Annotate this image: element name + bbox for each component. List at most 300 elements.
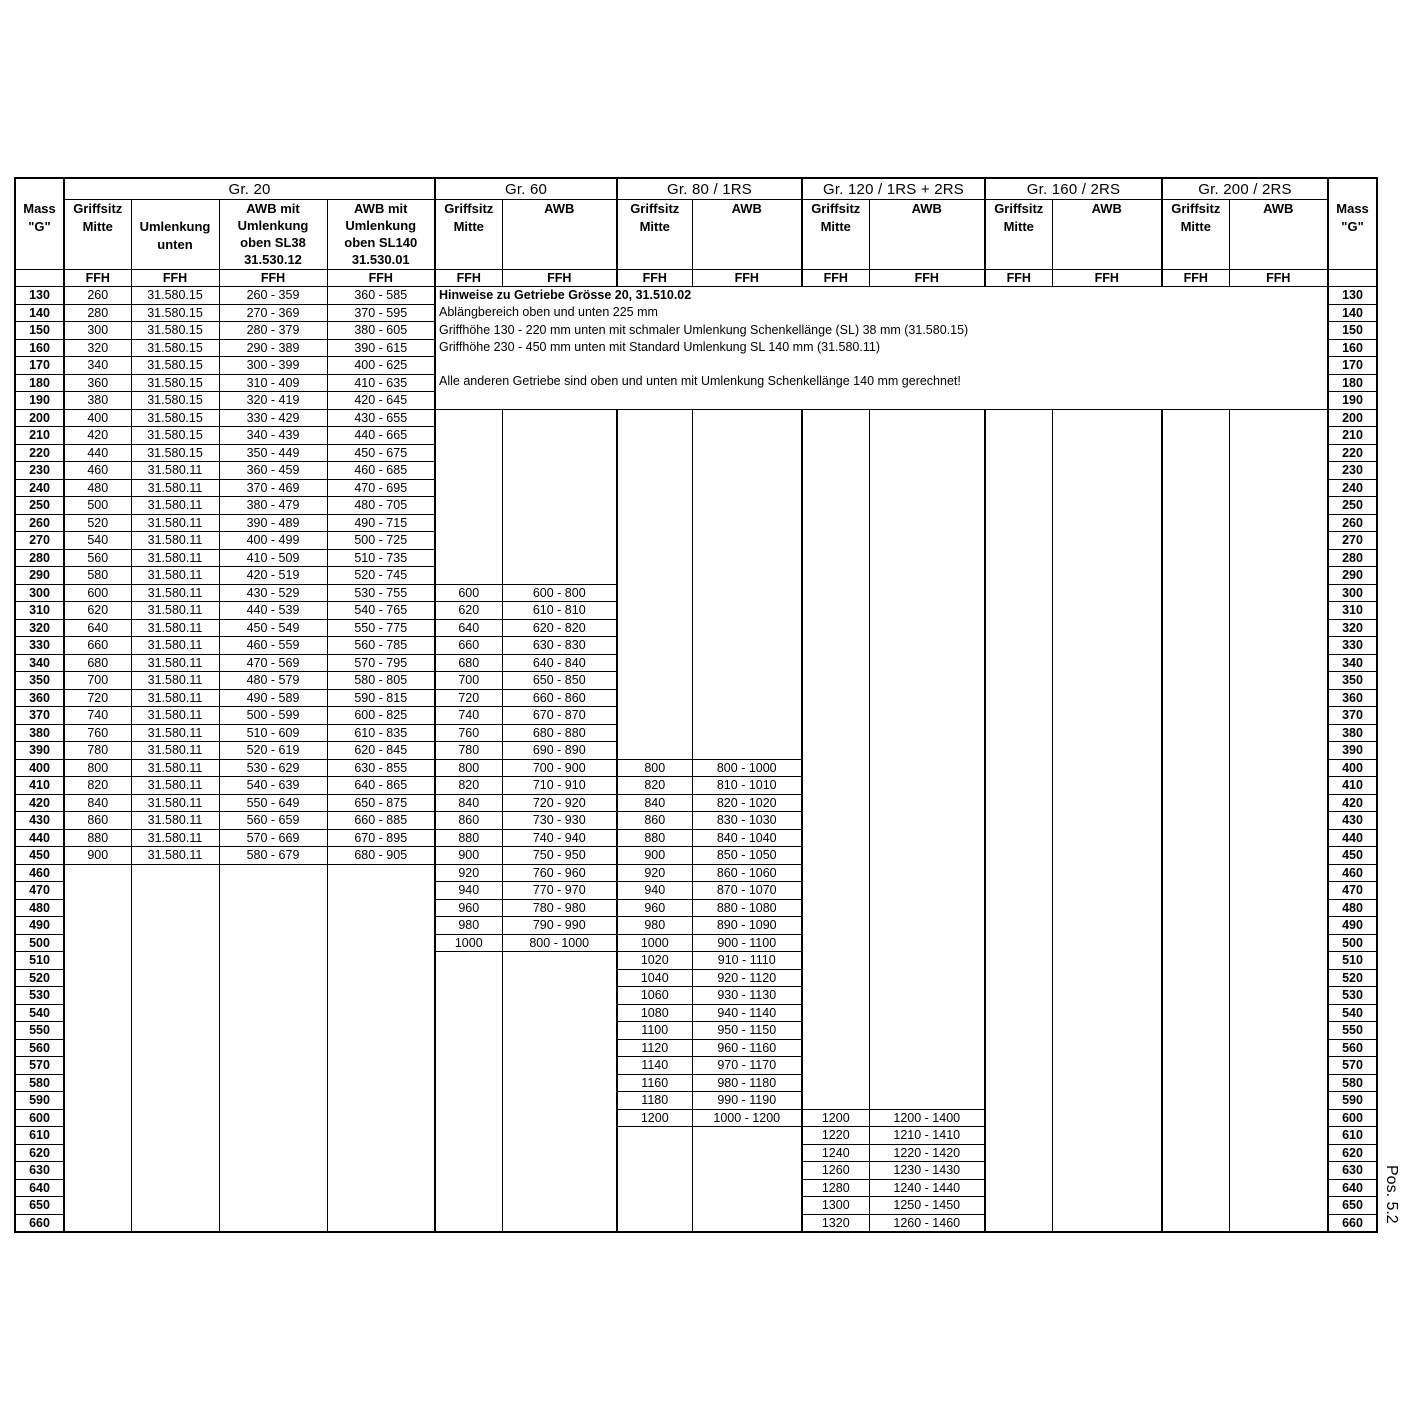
g160-cell	[1052, 707, 1162, 725]
g60-cell: 600	[435, 584, 502, 602]
g60-cell: 840	[435, 794, 502, 812]
g160-cell	[1052, 742, 1162, 760]
g120-cell	[869, 672, 985, 690]
g120-cell	[869, 427, 985, 445]
g120-cell	[802, 532, 869, 550]
gr20-cell	[327, 1214, 435, 1232]
g80-cell: 1020	[617, 952, 692, 970]
g120-cell	[802, 1092, 869, 1110]
gr20-cell: 410 - 509	[219, 549, 327, 567]
g60-cell: 620	[435, 602, 502, 620]
g160-cell	[985, 847, 1052, 865]
g200-cell	[1162, 882, 1229, 900]
g160-cell	[1052, 444, 1162, 462]
mass-cell: 600	[1328, 1109, 1377, 1127]
table-row	[15, 742, 1377, 760]
gr20-cell: 820	[64, 777, 131, 795]
gr20-cell: 400 - 625	[327, 357, 435, 375]
g160-cell	[985, 987, 1052, 1005]
gr20-cell: 31.580.11	[131, 654, 219, 672]
gr20-cell: 360 - 459	[219, 462, 327, 480]
mass-cell: 420	[15, 794, 64, 812]
g120-cell	[802, 619, 869, 637]
mass-cell: 490	[15, 917, 64, 935]
g120-cell	[802, 742, 869, 760]
table-row	[15, 812, 1377, 830]
g60-cell: 800 - 1000	[502, 934, 617, 952]
g160-cell	[985, 514, 1052, 532]
g160-cell	[985, 1057, 1052, 1075]
table-row	[15, 1144, 1377, 1162]
gr20-cell	[219, 1074, 327, 1092]
g120-cell	[869, 619, 985, 637]
mass-cell: 400	[15, 759, 64, 777]
mass-cell: 330	[15, 637, 64, 655]
mass-cell: 660	[1328, 1214, 1377, 1232]
table-row	[15, 549, 1377, 567]
g200-cell	[1229, 987, 1328, 1005]
g200-cell	[1229, 812, 1328, 830]
g60-cell: 1000	[435, 934, 502, 952]
table-row	[15, 847, 1377, 865]
gr20-cell	[131, 882, 219, 900]
gr20-cell	[64, 1179, 131, 1197]
g200-cell	[1162, 549, 1229, 567]
g160-cell	[1052, 549, 1162, 567]
gr20-cell	[131, 917, 219, 935]
g160-cell	[1052, 1179, 1162, 1197]
g120-cell	[869, 462, 985, 480]
g120-cell	[802, 934, 869, 952]
gr20-awb-sl140-header: AWB mit Umlenkung oben SL140 31.530.01	[327, 200, 435, 270]
g60-cell	[435, 1179, 502, 1197]
gr20-cell	[219, 987, 327, 1005]
mass-cell: 140	[15, 304, 64, 322]
group-header-gr60: Gr. 60	[435, 178, 617, 200]
g60-cell: 920	[435, 864, 502, 882]
gr20-cell	[64, 1004, 131, 1022]
g200-cell	[1162, 672, 1229, 690]
g80-cell: 800 - 1000	[692, 759, 802, 777]
g60-cell	[435, 427, 502, 445]
g160-cell	[985, 427, 1052, 445]
gr20-cell: 380 - 605	[327, 322, 435, 340]
g60-cell: 750 - 950	[502, 847, 617, 865]
g200-cell	[1229, 917, 1328, 935]
gr20-cell	[131, 987, 219, 1005]
mass-cell: 520	[1328, 969, 1377, 987]
g60-cell	[502, 1162, 617, 1180]
g60-cell	[502, 1144, 617, 1162]
mass-cell: 620	[15, 1144, 64, 1162]
g160-cell	[1052, 987, 1162, 1005]
mass-cell: 490	[1328, 917, 1377, 935]
table-row	[15, 899, 1377, 917]
mass-cell: 650	[15, 1197, 64, 1215]
gr20-cell: 490 - 715	[327, 514, 435, 532]
g60-cell: 740 - 940	[502, 829, 617, 847]
g160-cell	[1052, 672, 1162, 690]
g160-cell	[985, 637, 1052, 655]
g60-cell	[435, 1022, 502, 1040]
mass-cell: 340	[15, 654, 64, 672]
g200-cell	[1229, 759, 1328, 777]
g200-cell	[1162, 1074, 1229, 1092]
gr20-cell	[219, 969, 327, 987]
gr20-cell	[219, 1022, 327, 1040]
mass-cell: 370	[15, 707, 64, 725]
g80-cell	[617, 1162, 692, 1180]
group-header-gr200: Gr. 200 / 2RS	[1162, 178, 1328, 200]
g120-cell: 1260 - 1460	[869, 1214, 985, 1232]
table-row	[15, 514, 1377, 532]
g200-cell	[1229, 1127, 1328, 1145]
gr20-cell: 280 - 379	[219, 322, 327, 340]
g80-cell	[692, 1179, 802, 1197]
g160-cell	[1052, 724, 1162, 742]
g60-cell	[502, 1039, 617, 1057]
g200-cell	[1162, 917, 1229, 935]
gr20-cell: 31.580.11	[131, 567, 219, 585]
g80-cell: 900 - 1100	[692, 934, 802, 952]
gr120-awb-header: AWB	[869, 200, 985, 270]
gr20-cell	[64, 1197, 131, 1215]
mass-cell: 550	[15, 1022, 64, 1040]
g80-cell	[692, 462, 802, 480]
g200-cell	[1229, 602, 1328, 620]
g60-cell	[502, 987, 617, 1005]
g200-cell	[1162, 777, 1229, 795]
mass-header-left: Mass "G"	[15, 200, 64, 270]
mass-cell: 320	[1328, 619, 1377, 637]
g60-cell: 690 - 890	[502, 742, 617, 760]
g80-cell: 1120	[617, 1039, 692, 1057]
g200-cell	[1162, 1022, 1229, 1040]
g60-cell: 820	[435, 777, 502, 795]
gr20-cell	[131, 1214, 219, 1232]
gr20-cell: 620 - 845	[327, 742, 435, 760]
gr20-cell	[131, 1039, 219, 1057]
gr20-cell	[64, 934, 131, 952]
gr20-cell: 31.580.11	[131, 777, 219, 795]
gr20-cell: 800	[64, 759, 131, 777]
g160-cell	[985, 532, 1052, 550]
g60-cell	[435, 567, 502, 585]
g160-cell	[1052, 689, 1162, 707]
g200-cell	[1162, 602, 1229, 620]
g200-cell	[1162, 899, 1229, 917]
g200-cell	[1229, 1197, 1328, 1215]
gr20-cell	[327, 969, 435, 987]
unit-cell: FFH	[985, 270, 1052, 287]
g200-cell	[1229, 794, 1328, 812]
g60-cell	[502, 462, 617, 480]
gr20-awb-sl38-header: AWB mit Umlenkung oben SL38 31.530.12	[219, 200, 327, 270]
mass-cell: 280	[15, 549, 64, 567]
g80-cell	[617, 689, 692, 707]
gr20-cell: 31.580.11	[131, 724, 219, 742]
g200-cell	[1162, 1214, 1229, 1232]
g120-cell	[802, 654, 869, 672]
mass-cell: 240	[15, 479, 64, 497]
gr20-cell: 400 - 499	[219, 532, 327, 550]
g80-cell	[617, 1144, 692, 1162]
g120-cell: 1200	[802, 1109, 869, 1127]
mass-cell: 380	[15, 724, 64, 742]
g120-cell	[869, 584, 985, 602]
table-row	[15, 1179, 1377, 1197]
mass-cell: 470	[1328, 882, 1377, 900]
gr20-cell: 720	[64, 689, 131, 707]
g60-cell	[502, 1004, 617, 1022]
g160-cell	[1052, 427, 1162, 445]
table-row	[15, 864, 1377, 882]
gr20-cell	[64, 969, 131, 987]
g60-cell	[435, 969, 502, 987]
g60-cell: 620 - 820	[502, 619, 617, 637]
gr20-cell	[64, 1109, 131, 1127]
g200-cell	[1162, 1004, 1229, 1022]
g80-cell: 990 - 1190	[692, 1092, 802, 1110]
mass-cell: 170	[1328, 357, 1377, 375]
g120-cell	[869, 847, 985, 865]
g200-cell	[1229, 1179, 1328, 1197]
g160-cell	[1052, 759, 1162, 777]
gr20-cell: 460 - 559	[219, 637, 327, 655]
gr20-cell: 390 - 489	[219, 514, 327, 532]
mass-cell: 520	[15, 969, 64, 987]
g60-cell	[502, 1197, 617, 1215]
gear-20-note	[435, 287, 1328, 410]
mass-cell: 250	[1328, 497, 1377, 515]
gr20-cell: 600	[64, 584, 131, 602]
g160-cell	[1052, 1074, 1162, 1092]
mass-cell: 230	[15, 462, 64, 480]
g160-cell	[985, 689, 1052, 707]
gr20-cell: 340	[64, 357, 131, 375]
mass-cell: 290	[15, 567, 64, 585]
gr20-cell	[64, 1039, 131, 1057]
g120-cell	[802, 987, 869, 1005]
gr20-cell	[131, 864, 219, 882]
g80-cell: 920 - 1120	[692, 969, 802, 987]
g160-cell	[985, 829, 1052, 847]
g60-cell: 630 - 830	[502, 637, 617, 655]
mass-cell: 350	[15, 672, 64, 690]
g200-cell	[1229, 777, 1328, 795]
g80-cell	[617, 724, 692, 742]
gr20-cell: 370 - 595	[327, 304, 435, 322]
g120-cell: 1200 - 1400	[869, 1109, 985, 1127]
group-header-gr80: Gr. 80 / 1RS	[617, 178, 802, 200]
g80-cell	[617, 497, 692, 515]
g80-cell	[692, 707, 802, 725]
gr20-cell	[131, 1092, 219, 1110]
gr20-cell: 31.580.15	[131, 304, 219, 322]
g120-cell: 1320	[802, 1214, 869, 1232]
gr20-cell: 31.580.15	[131, 374, 219, 392]
table-row	[15, 1162, 1377, 1180]
g60-cell	[502, 1127, 617, 1145]
g80-cell	[617, 672, 692, 690]
g60-cell: 900	[435, 847, 502, 865]
unit-cell: FFH	[1229, 270, 1328, 287]
group-header-gr160: Gr. 160 / 2RS	[985, 178, 1162, 200]
gr20-cell: 320 - 419	[219, 392, 327, 410]
gr20-cell: 630 - 855	[327, 759, 435, 777]
gr20-cell	[219, 1109, 327, 1127]
g160-cell	[985, 1179, 1052, 1197]
g60-cell: 660 - 860	[502, 689, 617, 707]
gr20-cell: 31.580.11	[131, 637, 219, 655]
gr20-cell	[219, 1179, 327, 1197]
gr20-cell: 420 - 519	[219, 567, 327, 585]
gr20-griffsitz-header: Griffsitz Mitte	[64, 200, 131, 270]
mass-cell: 380	[1328, 724, 1377, 742]
g80-cell	[617, 707, 692, 725]
table-header	[15, 178, 1377, 287]
table-row	[15, 672, 1377, 690]
g60-cell	[435, 1074, 502, 1092]
gr20-cell: 460 - 685	[327, 462, 435, 480]
gr20-cell: 580 - 679	[219, 847, 327, 865]
gr20-cell	[327, 1022, 435, 1040]
g120-cell	[869, 637, 985, 655]
gr20-cell	[327, 864, 435, 882]
g120-cell: 1230 - 1430	[869, 1162, 985, 1180]
g120-cell	[869, 444, 985, 462]
unit-row	[15, 270, 1377, 287]
g60-cell: 760	[435, 724, 502, 742]
g200-cell	[1162, 584, 1229, 602]
g60-cell: 680	[435, 654, 502, 672]
g80-cell: 1100	[617, 1022, 692, 1040]
g80-cell	[692, 672, 802, 690]
table-row	[15, 759, 1377, 777]
gr20-cell: 350 - 449	[219, 444, 327, 462]
mass-cell: 590	[1328, 1092, 1377, 1110]
gr20-cell: 480	[64, 479, 131, 497]
g120-cell	[869, 1074, 985, 1092]
gr20-cell	[219, 1127, 327, 1145]
gr20-cell	[64, 952, 131, 970]
gr20-cell	[327, 1074, 435, 1092]
position-label: Pos. 5.2	[1383, 1165, 1400, 1224]
g60-cell: 680 - 880	[502, 724, 617, 742]
gr20-cell	[219, 1092, 327, 1110]
g160-cell	[1052, 864, 1162, 882]
g60-cell: 940	[435, 882, 502, 900]
g80-cell	[617, 532, 692, 550]
g60-cell: 800	[435, 759, 502, 777]
gr20-cell: 570 - 669	[219, 829, 327, 847]
table-row	[15, 934, 1377, 952]
mass-cell: 130	[15, 287, 64, 305]
mass-cell: 430	[15, 812, 64, 830]
g80-cell: 900	[617, 847, 692, 865]
gr20-cell: 260 - 359	[219, 287, 327, 305]
table-row	[15, 1197, 1377, 1215]
g80-cell: 870 - 1070	[692, 882, 802, 900]
gr20-cell: 480 - 705	[327, 497, 435, 515]
gr20-cell: 450 - 549	[219, 619, 327, 637]
g120-cell	[869, 969, 985, 987]
g200-cell	[1229, 882, 1328, 900]
g120-cell	[802, 864, 869, 882]
g80-cell: 1000 - 1200	[692, 1109, 802, 1127]
gr20-cell	[131, 1074, 219, 1092]
table-row	[15, 532, 1377, 550]
gr20-cell: 540 - 639	[219, 777, 327, 795]
g60-cell: 670 - 870	[502, 707, 617, 725]
gr20-cell: 650 - 875	[327, 794, 435, 812]
g60-cell	[502, 567, 617, 585]
note-last-line: Alle anderen Getriebe sind oben und unten mit Umlenkung Schenkellänge 140 mm gerechnet!	[439, 374, 961, 389]
g160-cell	[985, 619, 1052, 637]
g200-cell	[1229, 724, 1328, 742]
table-row	[15, 1039, 1377, 1057]
g160-cell	[985, 584, 1052, 602]
gr20-cell: 540	[64, 532, 131, 550]
g160-cell	[1052, 409, 1162, 427]
gr20-cell: 31.580.15	[131, 427, 219, 445]
g160-cell	[985, 777, 1052, 795]
gr20-cell	[219, 1197, 327, 1215]
g120-cell	[869, 1022, 985, 1040]
g200-cell	[1229, 952, 1328, 970]
g200-cell	[1229, 707, 1328, 725]
g80-cell	[617, 549, 692, 567]
g80-cell	[617, 637, 692, 655]
gr160-awb-header: AWB	[1052, 200, 1162, 270]
g120-cell	[802, 969, 869, 987]
table-row	[15, 689, 1377, 707]
gr20-cell	[131, 899, 219, 917]
g160-cell	[1052, 1214, 1162, 1232]
mass-cell: 560	[15, 1039, 64, 1057]
g120-cell	[869, 759, 985, 777]
unit-cell: FFH	[869, 270, 985, 287]
g60-cell	[435, 532, 502, 550]
g160-cell	[985, 724, 1052, 742]
gr20-cell	[327, 952, 435, 970]
g120-cell: 1250 - 1450	[869, 1197, 985, 1215]
gr20-cell	[219, 1004, 327, 1022]
gr20-cell: 31.580.11	[131, 549, 219, 567]
g200-cell	[1162, 829, 1229, 847]
g120-cell	[869, 882, 985, 900]
mass-cell: 200	[1328, 409, 1377, 427]
unit-cell	[1328, 270, 1377, 287]
table-row	[15, 567, 1377, 585]
mass-cell: 480	[15, 899, 64, 917]
gr20-cell: 840	[64, 794, 131, 812]
gr20-cell: 660 - 885	[327, 812, 435, 830]
gr20-cell: 860	[64, 812, 131, 830]
mass-cell: 570	[1328, 1057, 1377, 1075]
g120-cell	[802, 759, 869, 777]
g80-cell: 980 - 1180	[692, 1074, 802, 1092]
g120-cell	[802, 427, 869, 445]
table-row	[15, 1092, 1377, 1110]
mass-cell: 280	[1328, 549, 1377, 567]
mass-cell: 180	[15, 374, 64, 392]
g80-cell	[692, 514, 802, 532]
g80-cell: 1140	[617, 1057, 692, 1075]
gr20-cell: 470 - 569	[219, 654, 327, 672]
gr20-cell	[131, 1004, 219, 1022]
g160-cell	[1052, 619, 1162, 637]
